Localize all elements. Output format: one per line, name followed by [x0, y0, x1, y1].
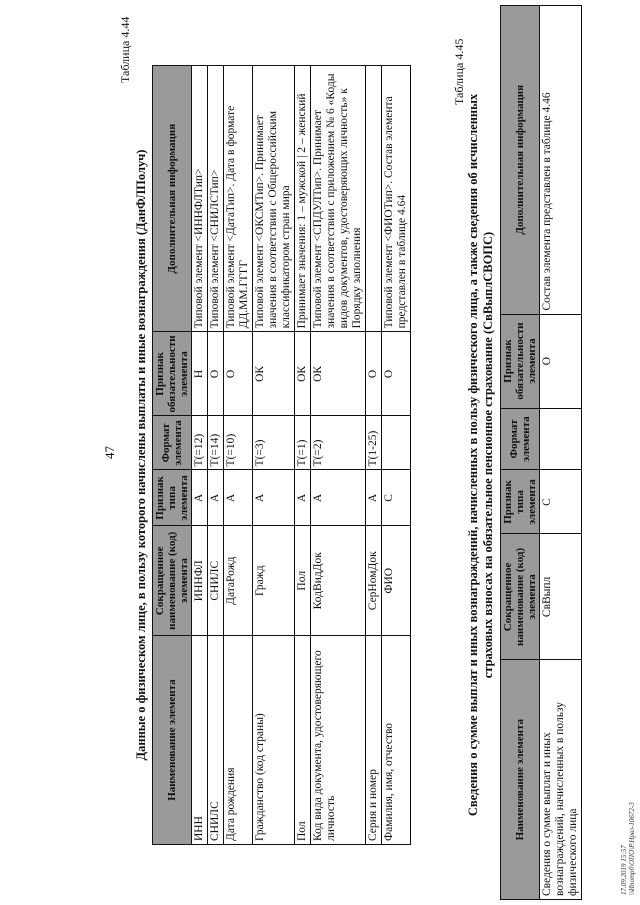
table-row — [540, 6, 582, 900]
table-cell: Пол — [295, 526, 311, 636]
table-cell: А — [208, 470, 224, 526]
table1-header-cell: Формат элемента — [153, 416, 192, 470]
table2-title: Сведения о сумме выплат и иных вознаграждений, начисленных в пользу физического лица, а также сведения об исчисленных страховых взносах на обязательное пенсионное страхование (СвВыплСВОПС) — [466, 93, 495, 817]
table-cell: Типовой элемент <ДатаТип>. Дата в формате ДД.ММ.ГГГГ — [224, 66, 253, 332]
table-row — [366, 66, 382, 845]
table-cell — [382, 416, 411, 470]
table2-header-row — [501, 6, 540, 900]
table-cell: СНИЛС — [208, 526, 224, 636]
table-cell: T(=12) — [192, 416, 208, 470]
table-cell: О — [366, 332, 382, 416]
table-cell: T(=2) — [311, 416, 366, 470]
table-cell: Код вида документа, удостоверяющего личность — [311, 636, 366, 845]
table1-title: Данные о физическом лице, в пользу которого начислены выплаты и иные вознаграждения (ДанФЛПолуч) — [134, 149, 148, 761]
table-cell: T(=3) — [253, 416, 295, 470]
table1-header-cell: Сокращенное наименование (код) элемента — [153, 526, 192, 636]
table2 — [500, 5, 582, 900]
table-row — [253, 66, 295, 845]
table-cell: ОК — [311, 332, 366, 416]
table1-header-row — [153, 66, 192, 845]
stamp-line: 17.09.2019 15:57 — [620, 845, 628, 895]
table-cell: Гражд — [253, 526, 295, 636]
table-cell: Типовой элемент <ОКСМТип>. Принимает значения в соответствии с Общероссийским классификатором стран мира — [253, 66, 295, 332]
table-cell: Гражданство (код страны) — [253, 636, 295, 845]
table1-label: Таблица 4.44 — [118, 16, 132, 83]
print-stamp — [620, 802, 636, 895]
table-cell: T(=14) — [208, 416, 224, 470]
table-cell: Сведения о сумме выплат и иных вознаграждений, начисленных в пользу физического лица — [540, 660, 582, 900]
table-cell: Серия и номер — [366, 636, 382, 845]
table2-header-cell: Наименование элемента — [501, 660, 540, 900]
table1-header-cell: Дополнительная информация — [153, 66, 192, 332]
table-cell: Пол — [295, 636, 311, 845]
table-cell: T(1-25) — [366, 416, 382, 470]
table-cell: КодВидДок — [311, 526, 366, 636]
table-row — [311, 66, 366, 845]
table2-label: Таблица 4.45 — [452, 38, 466, 105]
table-cell: ИНН — [192, 636, 208, 845]
table2-header-cell: Дополнительная информация — [501, 6, 540, 315]
table-cell: А — [224, 470, 253, 526]
table-cell: С — [382, 470, 411, 526]
table-cell: СНИЛС — [208, 636, 224, 845]
table-cell: Принимает значения: 1 – мужской | 2 – женский — [295, 66, 311, 332]
table2-header-cell: Сокращенное наименование (код) элемента — [501, 534, 540, 660]
page-number: 47 — [102, 446, 117, 459]
table-cell: ОК — [295, 332, 311, 416]
table-cell: Типовой элемент <СНИЛСТип> — [208, 66, 224, 332]
table-row — [224, 66, 253, 845]
table-cell: Типовой элемент <СПДУЛТип>. Принимает значения в соответствии с приложением № 6 «Коды видов документов, удостоверяющих личность» к Порядку заполнения — [311, 66, 366, 332]
table1-header-cell: Признак типа элемента — [153, 470, 192, 526]
table1-header-cell: Наименование элемента — [153, 636, 192, 845]
table-row — [208, 66, 224, 845]
table-cell: Дата рождения — [224, 636, 253, 845]
table-cell: О — [382, 332, 411, 416]
table-cell: T(=10) — [224, 416, 253, 470]
table-cell: Н — [192, 332, 208, 416]
table-cell: ОК — [253, 332, 295, 416]
table-cell: А — [253, 470, 295, 526]
table-cell: Фамилия, имя, отчество — [382, 636, 411, 845]
table-cell: О — [208, 332, 224, 416]
table1 — [152, 65, 411, 845]
table-cell: А — [295, 470, 311, 526]
table2-header-cell: Формат элемента — [501, 408, 540, 470]
table-cell: Состав элемента представлен в таблице 4.46 — [540, 6, 582, 315]
table-cell: ФИО — [382, 526, 411, 636]
table-row — [192, 66, 208, 845]
table-row — [382, 66, 411, 845]
table2-header-cell: Признак обязательности элемента — [501, 314, 540, 408]
table2-header-cell: Признак типа элемента — [501, 470, 540, 534]
table-cell — [540, 408, 582, 470]
table-cell: СерНомДок — [366, 526, 382, 636]
table-cell: СвВыпл — [540, 534, 582, 660]
table1-header-cell: Признак обязательности элемента — [153, 332, 192, 416]
table-cell: ИННФЛ — [192, 526, 208, 636]
table-cell: С — [540, 470, 582, 534]
table-cell — [366, 66, 382, 332]
table-row — [295, 66, 311, 845]
table-cell: Типовой элемент <ИННФЛТип> — [192, 66, 208, 332]
table-cell: ДатаРожд — [224, 526, 253, 636]
table-cell: А — [192, 470, 208, 526]
table-cell: О — [540, 314, 582, 408]
table-cell: О — [224, 332, 253, 416]
stamp-line: \\Ипотрб\ОПО\Р.Нрвл-10672-3 — [628, 802, 636, 895]
table-cell: А — [311, 470, 366, 526]
table-cell: А — [366, 470, 382, 526]
table-cell: Типовой элемент <ФИОТип>. Состав элемента представлен в таблице 4.64 — [382, 66, 411, 332]
table-cell: T(=1) — [295, 416, 311, 470]
